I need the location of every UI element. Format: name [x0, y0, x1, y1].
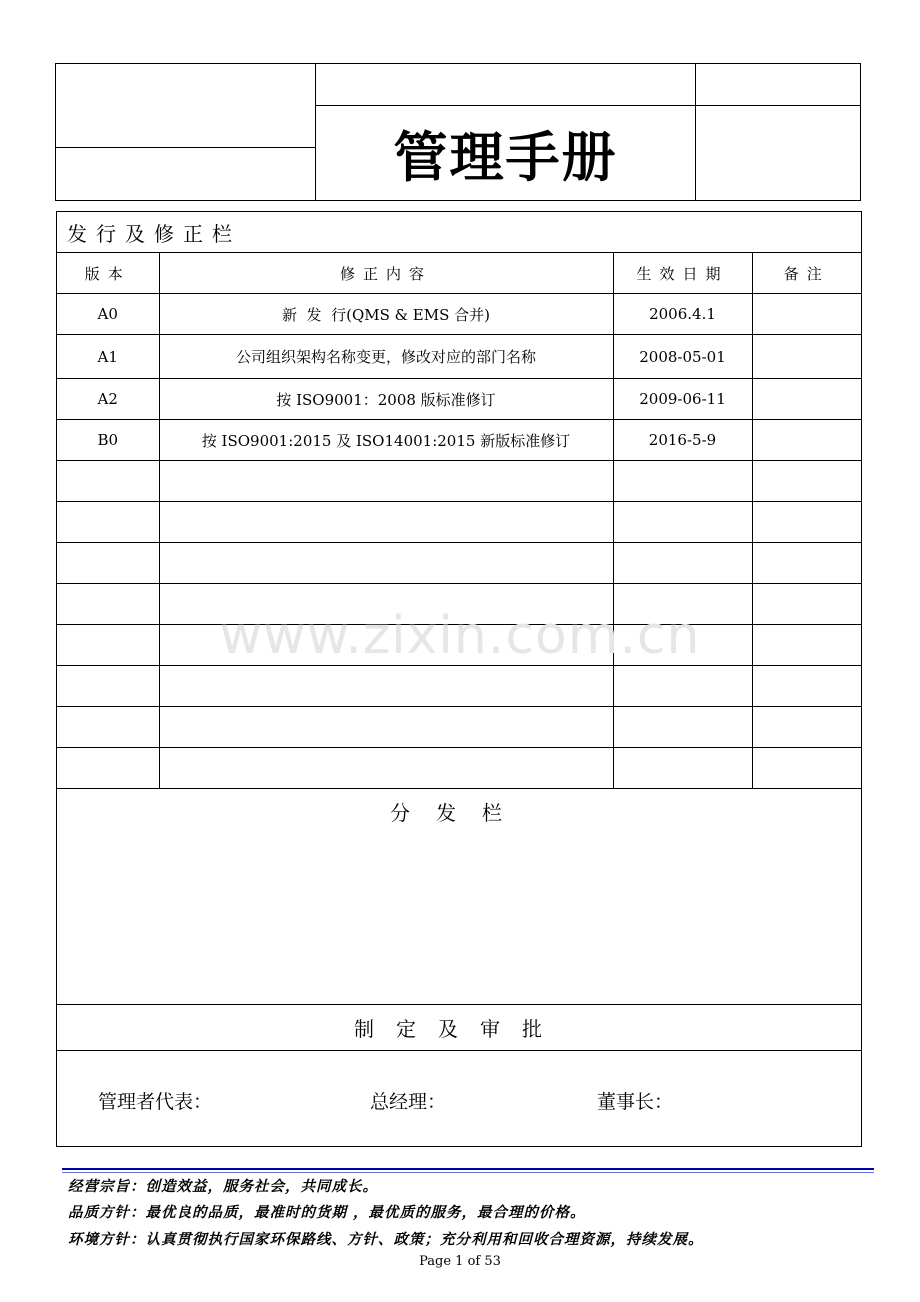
empty-table-row: [57, 584, 861, 625]
content-cell: 按 ISO9001:2015 及 ISO14001:2015 新版标准修订: [159, 420, 613, 461]
empty-cell: [613, 584, 752, 625]
empty-cell: [159, 502, 613, 543]
note-cell: [752, 420, 861, 461]
general-manager-label: 总经理：: [370, 1091, 447, 1113]
empty-table-row: [57, 461, 861, 502]
empty-cell: [57, 502, 159, 543]
note-cell: [752, 335, 861, 379]
date-cell: 2006.4.1: [613, 294, 752, 335]
mgmt-rep-label: 管理者代表：: [98, 1091, 213, 1113]
version-cell: A1: [57, 335, 159, 379]
footer-rule: [62, 1172, 874, 1173]
empty-cell: [159, 461, 613, 502]
empty-table-row: [57, 666, 861, 707]
revision-form: [56, 211, 862, 1147]
distribution-section-title: 分发栏: [390, 801, 528, 825]
table-row: [57, 335, 861, 379]
empty-cell: [57, 584, 159, 625]
empty-table-row: [57, 502, 861, 543]
table-row: [57, 294, 861, 335]
date-cell: 2009-06-11: [613, 379, 752, 420]
column-header-note: 备注: [752, 253, 861, 294]
empty-cell: [159, 543, 613, 584]
empty-table-row: [57, 748, 861, 789]
footer-rule: [62, 1168, 874, 1170]
empty-cell: [752, 707, 861, 748]
environment-policy-line: 环境方针：认真贯彻执行国家环保路线、方针、政策；充分利用和回收合理资源，持续发展。: [68, 1231, 704, 1248]
table-row: [57, 420, 861, 461]
page-number: Page 1 of 53: [419, 1254, 501, 1269]
document-header: [55, 63, 861, 201]
version-cell: A0: [57, 294, 159, 335]
empty-cell: [752, 748, 861, 789]
empty-cell: [57, 461, 159, 502]
approval-section-title: 制定及审批: [57, 1004, 861, 1051]
empty-cell: [613, 543, 752, 584]
empty-cell: [57, 707, 159, 748]
date-cell: 2008-05-01: [613, 335, 752, 379]
empty-table-row: [57, 625, 861, 666]
watermark: www.zixin.com.cn: [219, 606, 701, 666]
empty-cell: [159, 666, 613, 707]
column-header-date: 生效日期: [613, 253, 752, 294]
empty-cell: [752, 584, 861, 625]
table-header-row: [57, 253, 861, 294]
empty-cell: [57, 748, 159, 789]
empty-cell: [752, 666, 861, 707]
empty-table-row: [57, 543, 861, 584]
column-header-content: 修正内容: [159, 253, 613, 294]
empty-cell: [613, 625, 752, 666]
empty-cell: [159, 707, 613, 748]
empty-cell: [613, 748, 752, 789]
business-purpose-line: 经营宗旨：创造效益，服务社会，共同成长。: [68, 1178, 378, 1195]
empty-cell: [159, 584, 613, 625]
table-row: [57, 379, 861, 420]
content-cell: 新 发 行(QMS & EMS 合并): [159, 294, 613, 335]
header-divider: [695, 64, 696, 200]
empty-cell: [159, 625, 613, 666]
version-cell: A2: [57, 379, 159, 420]
column-header-version: 版本: [57, 253, 159, 294]
empty-cell: [752, 502, 861, 543]
empty-cell: [57, 543, 159, 584]
empty-cell: [159, 748, 613, 789]
header-divider: [56, 147, 315, 148]
empty-cell: [57, 625, 159, 666]
empty-cell: [613, 707, 752, 748]
quality-policy-line: 品质方针：最优良的品质，最准时的货期 ，最优质的服务，最合理的价格。: [68, 1204, 586, 1221]
revision-section-title: 发行及修正栏: [57, 212, 861, 253]
content-cell: 公司组织架构名称变更，修改对应的部门名称: [159, 335, 613, 379]
version-cell: B0: [57, 420, 159, 461]
content-cell: 按 ISO9001：2008 版标准修订: [159, 379, 613, 420]
empty-cell: [613, 502, 752, 543]
empty-cell: [613, 666, 752, 707]
empty-cell: [752, 625, 861, 666]
date-cell: 2016-5-9: [613, 420, 752, 461]
empty-cell: [752, 461, 861, 502]
empty-cell: [57, 666, 159, 707]
empty-table-row: [57, 707, 861, 748]
note-cell: [752, 379, 861, 420]
revision-table: [57, 253, 861, 789]
empty-cell: [752, 543, 861, 584]
document-title: 管理手册: [393, 125, 618, 189]
empty-cell: [613, 461, 752, 502]
chairman-label: 董事长：: [597, 1091, 674, 1113]
note-cell: [752, 294, 861, 335]
